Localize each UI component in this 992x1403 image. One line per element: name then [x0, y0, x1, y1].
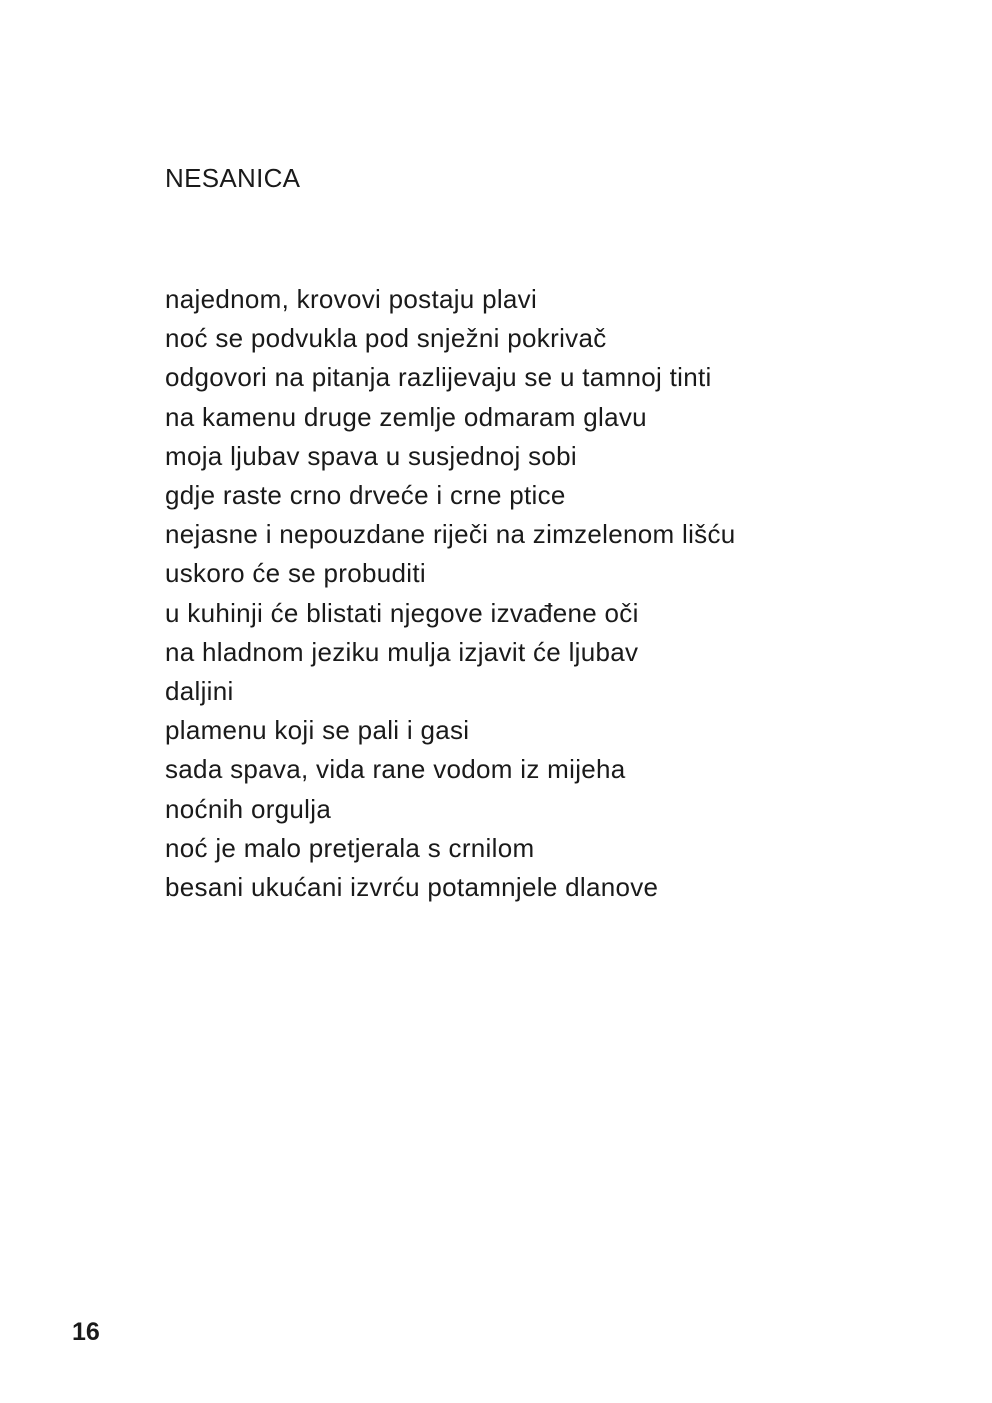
poem-line: noć se podvukla pod snježni pokrivač [165, 323, 607, 354]
poem-line: daljini [165, 676, 234, 707]
poem-line: moja ljubav spava u susjednoj sobi [165, 440, 577, 471]
poem-line: nejasne i nepouzdane riječi na zimzelenom lišću [165, 519, 736, 550]
poem-line: odgovori na pitanja razlijevaju se u tamnoj tinti [165, 362, 712, 393]
poem-line: na hladnom jeziku mulja izjavit će ljubav [165, 636, 639, 667]
poem-line: uskoro će se probuditi [165, 558, 426, 589]
poem-line: noćnih orgulja [165, 793, 332, 824]
poem-line: gdje raste crno drveće i crne ptice [165, 480, 566, 511]
poem-line: sada spava, vida rane vodom iz mijeha [165, 754, 626, 785]
poem-body [165, 280, 736, 907]
poem-line: najednom, krovovi postaju plavi [165, 284, 538, 314]
poem-line: u kuhinji će blistati njegove izvađene oči [165, 597, 639, 628]
poem-line: na kamenu druge zemlje odmaram glavu [165, 401, 647, 432]
poem-line: besani ukućani izvrću potamnjele dlanove [165, 872, 659, 903]
poem-line: plamenu koji se pali i gasi [165, 715, 470, 746]
poem-line: noć je malo pretjerala s crnilom [165, 832, 535, 863]
poem-title: NESANICA [165, 163, 301, 193]
page-number: 16 [72, 1318, 100, 1346]
